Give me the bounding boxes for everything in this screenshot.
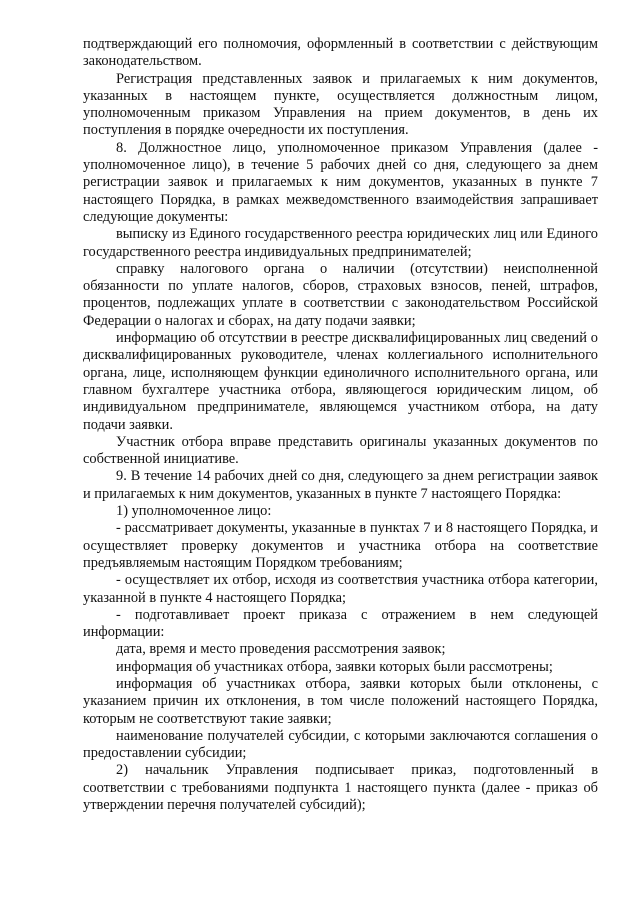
paragraph-own-initiative: Участник отбора вправе представить оригиналы указанных документов по собственной инициативе. <box>83 433 598 468</box>
paragraph-rejected-participants: информация об участниках отбора, заявки которых были отклонены, с указанием причин их отклонения, в том числе положений настоящего Порядка, которым не соответствуют такие заявки; <box>83 675 598 727</box>
paragraph-disqualified-registry: информацию об отсутствии в реестре дисквалифицированных лиц сведений о дисквалифицированных руководителе, членах коллегиального исполнительного органа, лице, исполняющем функции единоличного исполнительного органа, или главном бухгалтере участника отбора, являющегося юридическим лицом, об индивидуальном предпринимателе, являющемся участником отбора, на дату подачи заявки. <box>83 330 598 433</box>
document-body <box>83 36 598 814</box>
paragraph-egrul-extract: выписку из Единого государственного реестра юридических лиц или Единого государственного реестра индивидуальных предпринимателей; <box>83 226 598 260</box>
paragraph-tax-certificate: справку налогового органа о наличии (отсутствии) неисполненной обязанности по уплате налогов, сборов, страховых взносов, пеней, штрафов, процентов, подлежащих уплате в соответствии с законодательством Российской Федерации о налогах и сборах, на дату подачи заявки; <box>83 260 598 329</box>
paragraph-item-8: 8. Должностное лицо, уполномоченное приказом Управления (далее - уполномоченное лицо), в течение 5 рабочих дней со дня, следующего за днем регистрации заявок и прилагаемых к ним документов, указанных в пункте 7 настоящего Порядка, в рамках межведомственного взаимодействия запрашивает следующие документы: <box>83 139 598 225</box>
paragraph-item-9: 9. В течение 14 рабочих дней со дня, следующего за днем регистрации заявок и прилагаемых к ним документов, указанных в пункте 7 настоящего Порядка: <box>83 468 598 502</box>
paragraph-continuation: подтверждающий его полномочия, оформленный в соответствии с действующим законодательством. <box>83 36 598 70</box>
paragraph-draft-order: - подготавливает проект приказа с отражением в нем следующей информации: <box>83 606 598 641</box>
paragraph-recipients: наименование получателей субсидии, с которыми заключаются соглашения о предоставлении субсидии; <box>83 727 598 762</box>
paragraph-subitem-2: 2) начальник Управления подписывает приказ, подготовленный в соответствии с требованиями подпункта 1 настоящего пункта (далее - приказ об утверждении перечня получателей субсидий); <box>83 762 598 814</box>
paragraph-selection: - осуществляет их отбор, исходя из соответствия участника отбора категории, указанной в пункте 4 настоящего Порядка; <box>83 572 598 606</box>
paragraph-review-documents: - рассматривает документы, указанные в пунктах 7 и 8 настоящего Порядка, и осуществляет проверку документов и участника отбора на соответствие предъявляемым настоящим Порядком требованиям; <box>83 520 598 571</box>
paragraph-date-time-place: дата, время и место проведения рассмотрения заявок; <box>116 641 446 658</box>
paragraph-reviewed-participants: информация об участниках отбора, заявки которых были рассмотрены; <box>116 658 553 675</box>
paragraph-registration: Регистрация представленных заявок и прилагаемых к ним документов, указанных в настоящем пункте, осуществляется должностным лицом, уполномоченным приказом Управления на прием документов, в день их поступления в порядке очередности их поступления. <box>83 70 598 139</box>
paragraph-subitem-1: 1) уполномоченное лицо: <box>116 503 272 520</box>
